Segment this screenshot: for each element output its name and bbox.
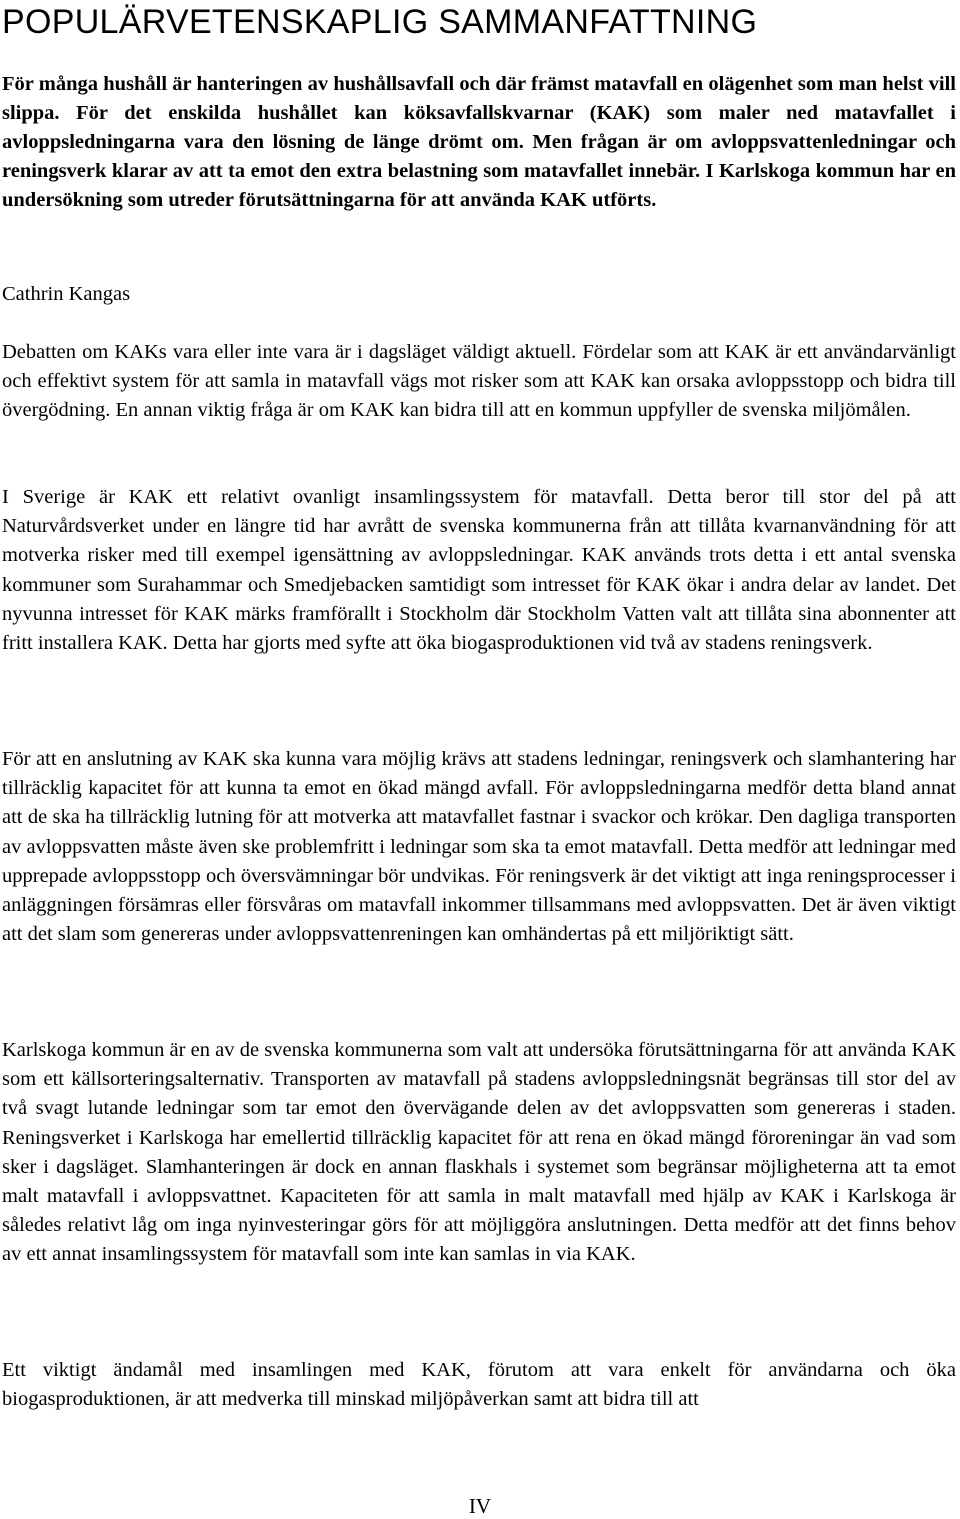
body-paragraph: Karlskoga kommun är en av de svenska kommunerna som valt att undersöka förutsättningarna för att använda KAK som ett källsorteringsalternativ. Transporten av matavfall på stadens avloppsledningsnät begränsas till stor del av två svagt lutande ledningar som tar emot den övervägande delen av det avloppsvatten som genereras i staden. Reningsverket i Karlskoga har emellertid tillräcklig kapacitet för att rena en ökad mängd föroreningar än vad som sker i dagsläget. Slamhanteringen är dock en annan flaskhals i systemet som begränsar möjligheterna att ta emot malt matavfall i avloppsvattnet. Kapaciteten för att samla in malt matavfall med hjälp av KAK i Karlskoga är således relativt låg om inga nyinvesteringar görs för att möjliggöra anslutningen. Detta medför att det finns behov av ett annat insamlingssystem för matavfall som inte kan samlas in via KAK. bbox=[2, 1039, 956, 1266]
page-number: IV bbox=[468, 1494, 492, 1518]
document-title: POPULÄRVETENSKAPLIG SAMMANFATTNING bbox=[2, 3, 758, 41]
author-name: Cathrin Kangas bbox=[2, 283, 131, 305]
abstract-paragraph: För många hushåll är hanteringen av hushållsavfall och där främst matavfall en olägenhet som man helst vill slippa. För det enskilda hushållet kan köksavfallskvarnar (KAK) som maler ned matavfallet i avloppsledningarna vara den lösning de länge drömt om. Men frågan är om avloppsvattenledningar och reningsverk klarar av att ta emot den extra belastning som matavfallet innebär. I Karlskoga kommun har en undersökning som utreder förutsättningarna för att använda KAK utförts. bbox=[2, 73, 956, 211]
body-paragraph: Ett viktigt ändamål med insamlingen med KAK, förutom att vara enkelt för användarna och öka biogasproduktionen, är att medverka till minskad miljöpåverkan samt att bidra till att bbox=[2, 1359, 956, 1411]
body-paragraph: För att en anslutning av KAK ska kunna vara möjlig krävs att stadens ledningar, reningsverk och slamhantering har tillräcklig kapacitet för att kunna ta emot en ökad mängd avfall. För avloppsledningarna medför detta bland annat att de ska ha tillräcklig lutning för att motverka att matavfallet fastnar i svackor och krökar. Den dagliga transporten av avloppsvatten måste även ske problemfritt i ledningar som ska ta emot matavfall. Detta medför att ledningar med upprepade avloppsstopp och översvämningar bör undvikas. För reningsverk är det viktigt att inga reningsprocesser i anläggningen försämras eller försvåras om matavfall inkommer tillsammans med avloppsvatten. Det är även viktigt att det slam som genereras under avloppsvattenreningen kan omhändertas på ett miljöriktigt sätt. bbox=[2, 748, 956, 946]
body-paragraph: Debatten om KAKs vara eller inte vara är i dagsläget väldigt aktuell. Fördelar som att KAK är ett användarvänligt och effektivt system för att samla in matavfall vägs mot risker som att KAK kan orsaka avloppsstopp och bidra till övergödning. En annan viktig fråga är om KAK kan bidra till att en kommun uppfyller de svenska miljömålen. bbox=[2, 341, 956, 422]
body-paragraph: I Sverige är KAK ett relativt ovanligt insamlingssystem för matavfall. Detta beror till stor del på att Naturvårdsverket under en längre tid har avrått de svenska kommunerna från att tillåta kvarnanvändning för att motverka risker med till exempel igensättning av avloppsledningar. KAK används trots detta i ett antal svenska kommuner som Surahammar och Smedjebacken samtidigt som intresset för KAK ökar i andra delar av landet. Det nyvunna intresset för KAK märks framförallt i Stockholm där Stockholm Vatten valt att tillåta sina abonnenter att fritt installera KAK. Detta har gjorts med syfte att öka biogasproduktionen vid två av stadens reningsverk. bbox=[2, 486, 956, 655]
